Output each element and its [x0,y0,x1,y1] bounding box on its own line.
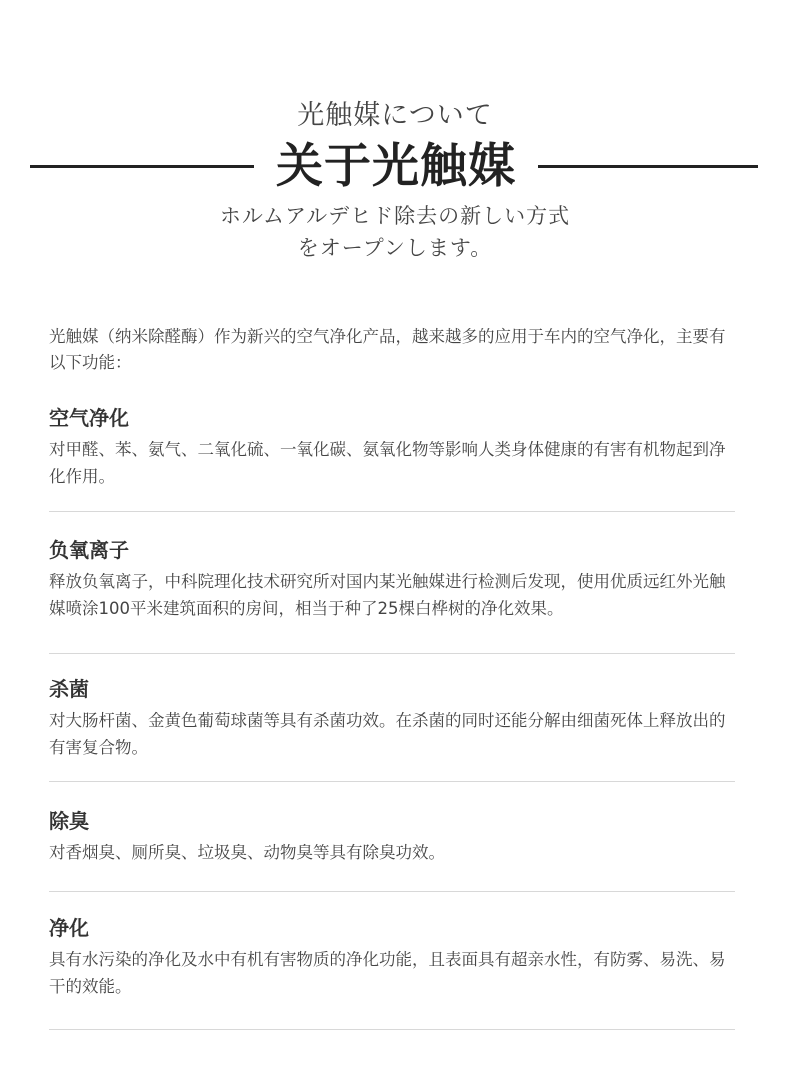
section-sterilization [49,675,735,761]
title-divider-left [30,165,254,168]
section-body: 对香烟臭、厕所臭、垃圾臭、动物臭等具有除臭功效。 [49,843,445,862]
section-divider [49,781,735,782]
section-negative-ions [49,536,735,622]
section-divider [49,1029,735,1030]
section-title: 杀菌 [49,677,89,701]
section-title: 空气净化 [49,406,129,430]
section-body: 对甲醛、苯、氨气、二氧化硫、一氧化碳、氨氧化物等影响人类身体健康的有害有机物起到净化作用。 [49,440,726,486]
section-body: 释放负氧离子，中科院理化技术研究所对国内某光触媒进行检测后发现，使用优质远红外光触媒喷涂100平米建筑面积的房间，相当于种了25棵白桦树的净化效果。 [49,572,726,618]
title-divider-right [538,165,758,168]
title-row [30,140,758,194]
tagline-line-1: ホルムアルデヒド除去の新しい方式 [219,204,571,228]
section-title: 除臭 [49,809,89,833]
section-title: 负氧离子 [49,538,129,562]
subtitle-japanese: 光触媒について [297,100,493,131]
section-air-purification [49,404,735,490]
section-divider [49,511,735,512]
section-title: 净化 [49,916,89,940]
section-body: 对大肠杆菌、金黄色葡萄球菌等具有杀菌功效。在杀菌的同时还能分解由细菌死体上释放出的有害复合物。 [49,711,726,757]
tagline [0,200,790,264]
tagline-line-2: をオープンします。 [297,236,493,260]
intro-paragraph: 光触媒（纳米除醛酶）作为新兴的空气净化产品，越来越多的应用于车内的空气净化，主要有以下功能： [49,327,726,372]
section-deodorization [49,807,735,866]
page-title: 关于光触媒 [276,139,516,194]
section-body: 具有水污染的净化及水中有机有害物质的净化功能，且表面具有超亲水性，有防雾、易洗、易干的效能。 [49,950,726,996]
section-divider [49,891,735,892]
section-divider [49,653,735,654]
section-water-purification [49,914,735,1000]
